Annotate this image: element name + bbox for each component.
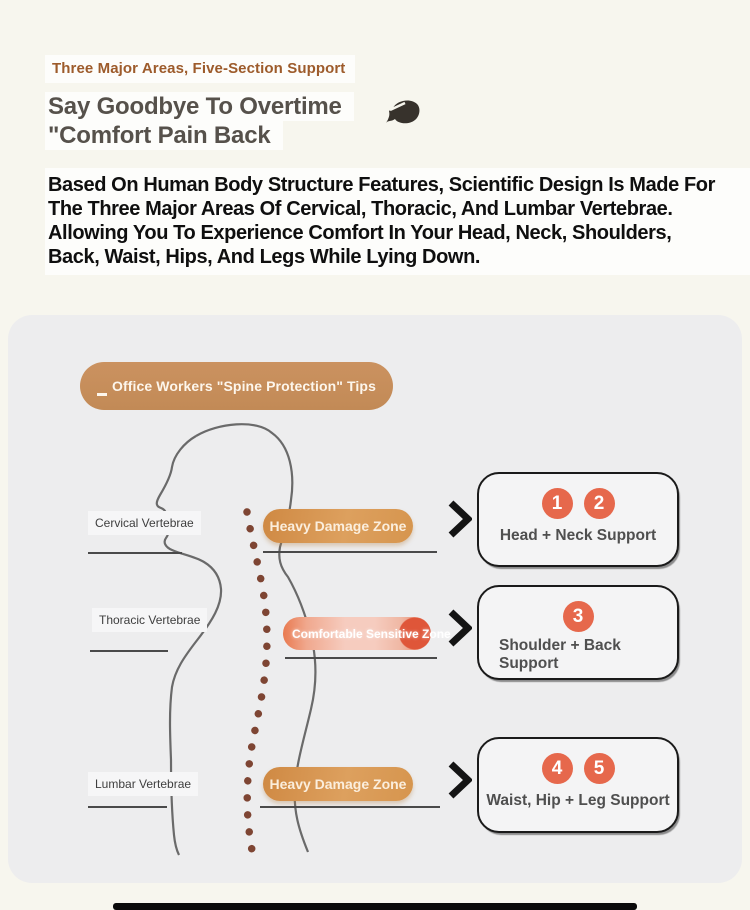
spine-dots (247, 512, 267, 851)
support-box-shoulder-back (477, 585, 679, 680)
number-badges (542, 753, 615, 784)
vertebrae-label-thoracic: Thoracic Vertebrae (92, 608, 207, 632)
description-line: Back, Waist, Hips, And Legs While Lying Down. (48, 246, 481, 268)
description-line: Allowing You To Experience Comfort In Your Head, Neck, Shoulders, (48, 222, 672, 244)
page-title-line1: Say Goodbye To Overtime (45, 92, 354, 121)
description (45, 168, 750, 275)
home-indicator-bar (113, 903, 637, 910)
zone-underline (263, 551, 437, 553)
page-title-line2: "Comfort Pain Back (45, 121, 283, 150)
support-box-head-neck (477, 472, 679, 567)
description-line: Based On Human Body Structure Features, Scientific Design Is Made For (48, 174, 715, 196)
number-badge-2: 2 (584, 488, 615, 519)
label-underline (90, 650, 168, 652)
number-badges (563, 601, 594, 632)
zone-underline (285, 657, 437, 659)
description-line: The Three Major Areas Of Cervical, Thoracic, And Lumbar Vertebrae. (48, 198, 673, 220)
number-badge-5: 5 (584, 753, 615, 784)
chevron-right-icon (448, 609, 472, 647)
number-badge-1: 1 (542, 488, 573, 519)
label-underline (88, 806, 167, 808)
tips-badge (80, 362, 393, 410)
spine-tips-card (8, 315, 742, 883)
zone-pill-heavy-damage: Heavy Damage Zone (263, 767, 413, 801)
page-title (45, 92, 354, 150)
number-badges (542, 488, 615, 519)
zone-pill-comfortable-sensitive: Comfortable Sensitive Zone (283, 617, 431, 650)
chevron-right-icon (448, 500, 472, 538)
support-box-waist-hip-leg (477, 737, 679, 833)
badge-dash (97, 393, 107, 396)
support-label: Head + Neck Support (499, 527, 657, 544)
support-label: Shoulder + Back Support (499, 637, 621, 672)
label-underline (88, 552, 182, 554)
eyebrow: Three Major Areas, Five-Section Support (45, 55, 355, 83)
tips-badge-label: Office Workers "Spine Protection" Tips (112, 378, 376, 394)
vertebrae-label-lumbar: Lumbar Vertebrae (88, 772, 198, 796)
number-badge-3: 3 (563, 601, 594, 632)
zone-pill-heavy-damage: Heavy Damage Zone (263, 509, 413, 543)
zone-underline (260, 806, 440, 808)
chevron-right-icon (448, 761, 472, 799)
number-badge-4: 4 (542, 753, 573, 784)
support-label: Waist, Hip + Leg Support (486, 792, 670, 809)
vertebrae-label-cervical: Cervical Vertebrae (88, 511, 201, 535)
quote-icon (385, 97, 423, 127)
